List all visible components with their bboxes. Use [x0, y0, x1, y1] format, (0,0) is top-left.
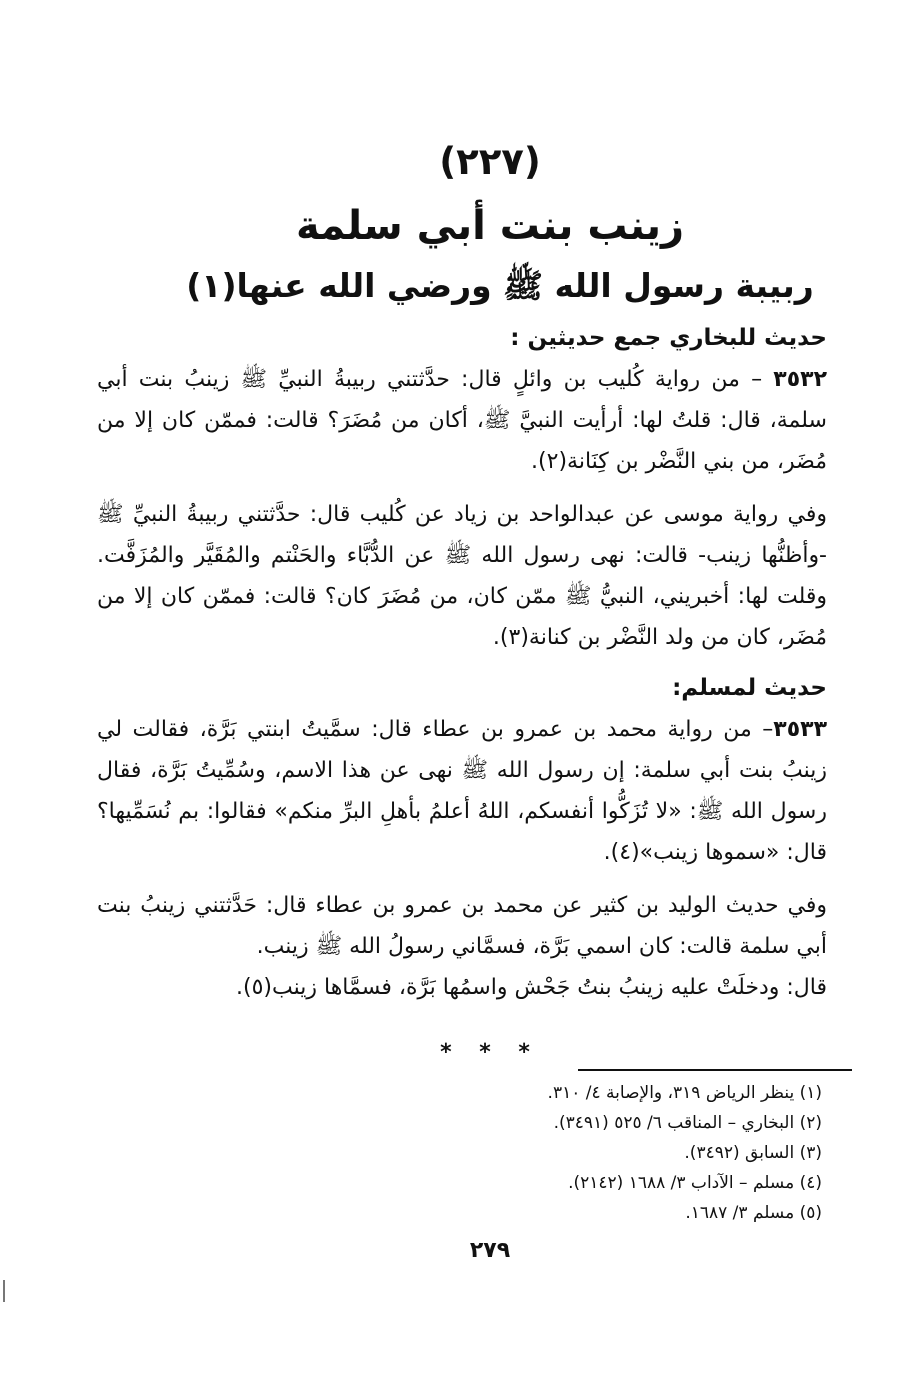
chapter-subtitle: ربيبة رسول الله ﷺ ورضي الله عنها(١) — [186, 266, 814, 305]
section-separator: * * * — [440, 1040, 540, 1065]
hadith-3533 — [97, 709, 827, 873]
footnote: (٤) مسلم – الآداب ٣/ ١٦٨٨ (٢١٤٢). — [568, 1173, 822, 1193]
chapter-number: (٢٢٧) — [439, 140, 541, 183]
hadith-text: – من رواية كُليب بن وائلٍ قال: حدَّثتني ربيبةُ النبيِّ ﷺ زينبُ بنت أبي سلمة، قال: قلتُ لها: أرأيت النبيَّ ﷺ، أكان من مُضَرَ؟ قالت: فممّن كان إلا من مُضَر، من بني النَّضْر بن كِنَانة(٢). — [97, 367, 827, 474]
footnote: (٣) السابق (٣٤٩٢). — [684, 1143, 822, 1163]
hadith-3532-variant: وفي رواية موسى عن عبدالواحد بن زياد عن كُليب قال: حدَّثتني ربيبةُ النبيِّ ﷺ -وأظنُّها زينب- قالت: نهى رسول الله ﷺ عن الدُّبَّاء والحَنْتم والمُقَيَّر والمُزَفَّت. وقلت لها: أخبريني، النبيُّ ﷺ ممّن كان، من مُضَرَ كان؟ قالت: فممّن كان إلا من مُضَر، كان من ولد النَّضْر بن كنانة(٣). — [97, 502, 827, 650]
main-text — [97, 318, 827, 1008]
hadith-3532 — [97, 359, 827, 482]
chapter-title: زينب بنت أبي سلمة — [295, 203, 685, 249]
section-heading-muslim: حديث لمسلم: — [672, 675, 827, 701]
hadith-3533-variant: وفي حديث الوليد بن كثير عن محمد بن عمرو بن عطاء قال: حَدَّثتني زينبُ بنت أبي سلمة قالت: كان اسمي بَرَّة، فسمَّاني رسولُ الله ﷺ زينب. — [97, 893, 827, 959]
footnote: (٥) مسلم ٣/ ١٦٨٧. — [685, 1203, 822, 1223]
scan-edge-mark — [3, 1280, 5, 1302]
footnotes — [262, 1078, 822, 1228]
hadith-number: ٣٥٣٢ — [773, 367, 827, 392]
hadith-text: – من رواية محمد بن عمرو بن عطاء قال: سمَّيتُ ابنتي بَرَّة، فقالت لي زينبُ بنت أبي سلمة: إن رسول الله ﷺ نهى عن هذا الاسم، وسُمِّيتُ بَرَّة، فقال رسول الله ﷺ: «لا تُزَكُّوا أنفسكم، اللهُ أعلمُ بأهلِ البرِّ منكم» فقالوا: بم نُسَمِّيها؟ قال: «سموها زينب»(٤). — [97, 717, 827, 865]
hadith-3533-final: قال: ودخلَتْ عليه زينبُ بنتُ جَحْش واسمُها بَرَّة، فسمَّاها زينب(٥). — [236, 975, 827, 1000]
footnote: (٢) البخاري – المناقب ٦/ ٥٢٥ (٣٤٩١). — [553, 1113, 822, 1133]
footnote-divider — [578, 1069, 852, 1071]
footnote: (١) ينظر الرياض ٣١٩، والإصابة ٤/ ٣١٠. — [547, 1083, 822, 1103]
section-heading-bukhari: حديث للبخاري جمع حديثين : — [510, 325, 827, 351]
hadith-number: ٣٥٣٣ — [773, 717, 827, 742]
page-number: ٢٧٩ — [469, 1238, 511, 1263]
